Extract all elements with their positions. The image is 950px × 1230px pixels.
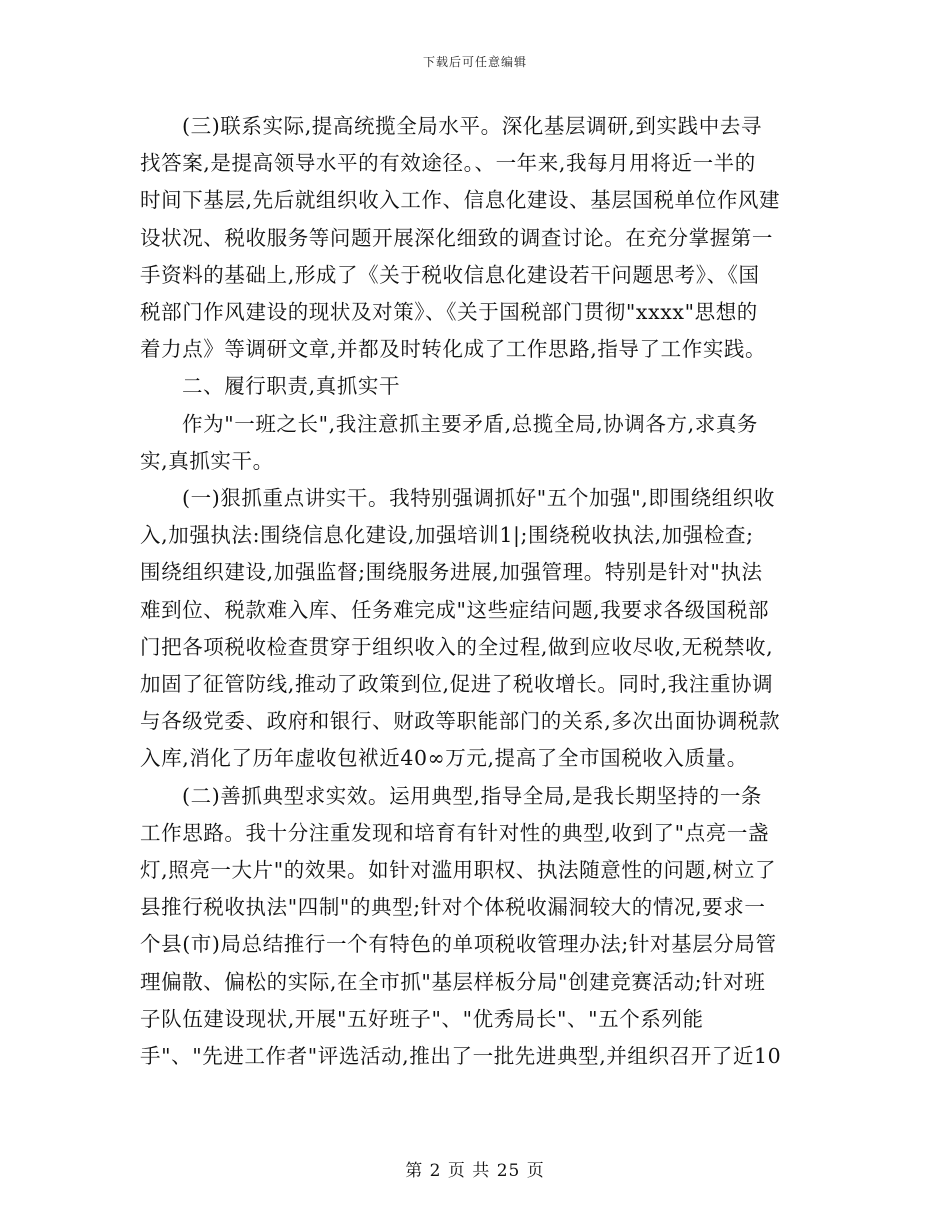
text-line: 入库,消化了历年虚收包袱近40∞万元,提高了全市国税收入质量。: [140, 746, 748, 771]
text-line: 着力点》等调研文章,并都及时转化成了工作思路,指导了工作实践。: [140, 337, 767, 362]
text-line: 手资料的基础上,形成了《关于税收信息化建设若干问题思考》、《国: [140, 262, 760, 287]
text-line: 与各级党委、政府和银行、财政等职能部门的关系,多次出面协调税款: [140, 709, 781, 734]
text-line: (一)狠抓重点讲实干。我特别强调抓好"五个加强",即围绕组织收: [182, 486, 775, 511]
text-line: 理偏散、偏松的实际,在全市抓"基层样板分局"创建竞赛活动;针对班: [140, 969, 766, 994]
text-line: 加固了征管防线,推动了政策到位,促进了税收增长。同时,我注重协调: [140, 672, 774, 697]
page-header: 下载后可任意编辑: [422, 55, 527, 69]
text-line: 难到位、税款难入库、任务难完成"这些症结问题,我要求各级国税部: [140, 597, 770, 622]
text-line: 个县(市)局总结推行一个有特色的单项税收管理办法;针对基层分局管: [140, 932, 777, 957]
document-body: [140, 108, 810, 1075]
page-footer: 第 2 页 共 25 页: [405, 1161, 545, 1181]
text-line: 作为"一班之长",我注意抓主要矛盾,总揽全局,协调各方,求真务: [182, 411, 759, 436]
text-line: 设状况、税收服务等问题开展深化细致的调查讨论。在充分掌握第一: [140, 225, 773, 250]
text-line: 入,加强执法:围绕信息化建设,加强培训1|;围绕税收执法,加强检查;: [140, 523, 754, 548]
text-line: 工作思路。我十分注重发现和培育有针对性的典型,收到了"点亮一盏: [140, 820, 770, 845]
text-line: 县推行税收执法"四制"的典型;针对个体税收漏洞较大的情况,要求一: [140, 895, 766, 920]
text-line: 时间下基层,先后就组织收入工作、信息化建设、基层国税单位作风建: [140, 188, 781, 213]
text-line: 税部门作风建设的现状及对策》、《关于国税部门贯彻"xxxx"思想的: [140, 300, 758, 325]
text-line: 灯,照亮一大片"的效果。如针对滥用职权、执法随意性的问题,树立了: [140, 858, 777, 883]
text-line: (三)联系实际,提高统揽全局水平。深化基层调研,到实践中去寻: [182, 114, 763, 138]
section-heading: 二、履行职责,真抓实干: [182, 374, 401, 399]
text-line: 手"、"先进工作者"评选活动,推出了一批先进典型,并组织召开了近10: [140, 1044, 782, 1069]
text-line: 子队伍建设现状,开展"五好班子"、"优秀局长"、"五个系列能: [140, 1006, 704, 1031]
text-line: 找答案,是提高领导水平的有效途径。、一年来,我每月用将近一半的: [140, 151, 756, 176]
text-line: 围绕组织建设,加强监督;围绕服务进展,加强管理。特别是针对"执法: [140, 560, 763, 585]
text-line: 实,真抓实干。: [140, 448, 274, 473]
text-line: 门把各项税收检查贯穿于组织收入的全过程,做到应收尽收,无税禁收,: [140, 634, 774, 659]
text-line: (二)善抓典型求实效。运用典型,指导全局,是我长期坚持的一条: [182, 783, 763, 808]
